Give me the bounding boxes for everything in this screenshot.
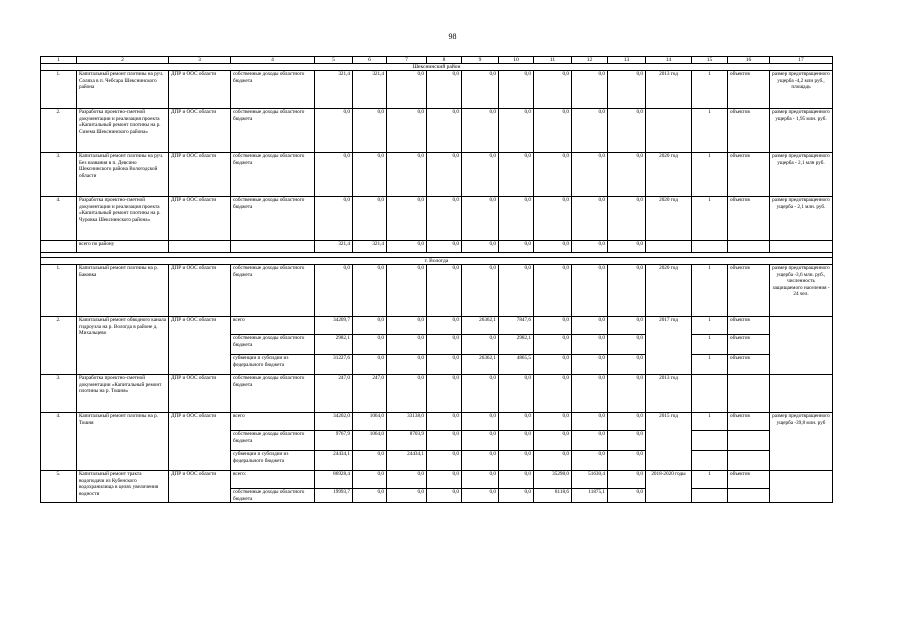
table-row	[41, 71, 833, 109]
table-cell: собственные доходы областного бюджета	[231, 197, 315, 241]
table-cell: 0,0	[499, 265, 534, 317]
table-cell: объектов	[728, 197, 770, 241]
table-cell: 0,0	[427, 355, 462, 375]
table-cell: 0,0	[608, 265, 646, 317]
column-number: 7	[387, 57, 427, 64]
table-cell: 2013 год	[646, 71, 692, 109]
table-cell: 0,0	[387, 197, 427, 241]
table-cell: 0,0	[499, 71, 534, 109]
table-cell: Разработка проектно-сметной документации и реализация проекта «Капитальный ремонт плотины на р. Сизема Шекснинского района»	[77, 109, 169, 153]
table-cell: 1064,0	[353, 431, 387, 451]
table-cell: 1	[692, 413, 728, 431]
table-cell: 0,0	[353, 471, 387, 489]
table-cell: 26362,1	[462, 355, 499, 375]
table-cell: объектов	[728, 355, 770, 375]
table-cell: 8118,6	[534, 489, 572, 503]
program-table	[40, 56, 833, 503]
table-cell	[646, 109, 692, 153]
table-cell: 0,0	[534, 71, 572, 109]
table-cell: 0,0	[608, 109, 646, 153]
table-cell: 0,0	[534, 241, 572, 253]
table-cell: 0,0	[427, 265, 462, 317]
table-cell: 1	[692, 109, 728, 153]
table-cell: 7847,6	[499, 317, 534, 335]
table-cell: 0,0	[534, 413, 572, 431]
table-cell: объектов	[728, 413, 770, 431]
table-cell: 1064,0	[353, 413, 387, 431]
table-cell: 0,0	[499, 451, 534, 471]
table-cell: Разработка проектно-сметной документации «Капитальный ремонт плотины на р. Тошня»	[77, 375, 169, 413]
table-cell: 0,0	[427, 317, 462, 335]
table-cell: 0,0	[427, 413, 462, 431]
section-title: Шекснинский район	[41, 64, 833, 71]
table-cell: 0,0	[462, 431, 499, 451]
table-cell: собственные доходы областного бюджета	[231, 489, 315, 503]
table-cell: 2015 год	[646, 413, 692, 471]
table-cell: 0,0	[608, 451, 646, 471]
table-cell: 26362,1	[462, 317, 499, 335]
table-cell: 0,0	[608, 153, 646, 197]
table-cell: размер предотвращенного ущерба -39,8 млн. руб	[770, 413, 833, 471]
table-row	[41, 413, 833, 431]
table-cell: 0,0	[499, 471, 534, 489]
column-number: 1	[41, 57, 77, 64]
table-cell: 3.	[41, 375, 77, 413]
column-number: 16	[728, 57, 770, 64]
table-cell: 0,0	[608, 375, 646, 413]
table-row	[41, 197, 833, 241]
table-cell: 86928,4	[315, 471, 353, 489]
table-cell: 0,0	[427, 451, 462, 471]
table-cell: 0,0	[572, 413, 608, 431]
table-cell: 0,0	[462, 489, 499, 503]
table-cell: 0,0	[353, 335, 387, 355]
table-cell: 1	[692, 71, 728, 109]
column-number: 3	[169, 57, 231, 64]
table-cell	[231, 241, 315, 253]
table-cell: 8703,9	[387, 431, 427, 451]
table-cell: 2020 год	[646, 153, 692, 197]
table-cell: 1	[692, 317, 728, 335]
table-cell: объектов	[728, 335, 770, 355]
table-cell: 0,0	[608, 241, 646, 253]
column-number: 9	[462, 57, 499, 64]
table-cell: 2018-2020 годы	[646, 471, 692, 503]
table-cell: собственные доходы областного бюджета	[231, 109, 315, 153]
table-cell: Капитальный ремонт плотины на руч. Без названия в п. Девсино Шекснинского района Вологодской области	[77, 153, 169, 197]
table-cell: 0,0	[353, 153, 387, 197]
table-cell: 0,0	[534, 335, 572, 355]
table-cell: 0,0	[608, 317, 646, 335]
table-cell: Капитальный ремонт тракта водоподачи из Кубенского водохранилища в целях увеличения водности	[77, 471, 169, 503]
table-row	[41, 471, 833, 489]
table-cell: 0,0	[353, 451, 387, 471]
table-cell: 0,0	[572, 317, 608, 335]
table-cell: объектов	[728, 471, 770, 489]
table-row	[41, 153, 833, 197]
table-cell: 19993,7	[315, 489, 353, 503]
table-cell: 0,0	[534, 355, 572, 375]
table-cell: 321,4	[315, 71, 353, 109]
table-cell: 0,0	[353, 197, 387, 241]
column-number: 12	[572, 57, 608, 64]
table-cell: собственные доходы областного бюджета	[231, 431, 315, 451]
table-cell: 0,0	[534, 317, 572, 335]
table-cell: размер предотвращенного ущерба -4,2 млн руб., площадь	[770, 71, 833, 109]
section-title: г. Вологда	[41, 258, 833, 265]
table-cell: 0,0	[608, 71, 646, 109]
column-number: 2	[77, 57, 169, 64]
table-cell: 0,0	[572, 375, 608, 413]
table-cell: 1	[692, 335, 728, 355]
table-cell: 1	[692, 153, 728, 197]
table-cell	[770, 471, 833, 503]
table-cell: 0,0	[462, 375, 499, 413]
table-cell: размер предотвращенного ущерба - 2,1 млн. руб.	[770, 197, 833, 241]
table-cell: 0,0	[499, 153, 534, 197]
table-cell: 24434,1	[315, 451, 353, 471]
table-row	[41, 375, 833, 413]
table-cell: 2013 год	[646, 375, 692, 413]
table-cell: 0,0	[462, 109, 499, 153]
table-cell: 33138,0	[387, 413, 427, 431]
table-cell: 0,0	[353, 265, 387, 317]
table-cell: 4.	[41, 413, 77, 471]
column-number: 8	[427, 57, 462, 64]
table-cell: ДПР и ООС области	[169, 265, 231, 317]
table-cell: 0,0	[534, 375, 572, 413]
table-cell: 24434,1	[387, 451, 427, 471]
table-cell: 0,0	[572, 71, 608, 109]
table-cell: 0,0	[315, 265, 353, 317]
table-cell: 0,0	[499, 109, 534, 153]
table-cell: 9767,9	[315, 431, 353, 451]
table-cell	[692, 431, 728, 451]
table-cell: ДПР и ООС области	[169, 109, 231, 153]
table-cell: 0,0	[608, 489, 646, 503]
table-cell: 2982,1	[315, 335, 353, 355]
table-cell: 0,0	[534, 109, 572, 153]
table-cell: 4.	[41, 197, 77, 241]
table-cell	[692, 489, 728, 503]
table-cell: ДПР и ООС области	[169, 71, 231, 109]
table-cell: собственные доходы областного бюджета	[231, 71, 315, 109]
table-cell: всего:	[231, 471, 315, 489]
table-cell: объектов	[728, 71, 770, 109]
table-cell: 0,0	[427, 471, 462, 489]
table-cell: 0,0	[608, 431, 646, 451]
table-cell: 0,0	[387, 489, 427, 503]
table-cell: 0,0	[572, 451, 608, 471]
column-number: 15	[692, 57, 728, 64]
table-cell: ДПР и ООС области	[169, 197, 231, 241]
table-cell: 0,0	[387, 109, 427, 153]
column-number: 14	[646, 57, 692, 64]
table-cell: размер предотвращенного ущерба - 1,95 млн. руб.	[770, 109, 833, 153]
table-cell: 0,0	[462, 197, 499, 241]
table-cell: 0,0	[387, 317, 427, 335]
table-cell: 321,4	[353, 241, 387, 253]
table-cell: 0,0	[387, 241, 427, 253]
table-cell: ДПР и ООС области	[169, 471, 231, 503]
table-cell: 0,0	[499, 489, 534, 503]
table-cell: ДПР и ООС области	[169, 317, 231, 375]
table-cell	[728, 431, 770, 451]
table-cell: 0,0	[353, 355, 387, 375]
table-cell: 4865,5	[499, 355, 534, 375]
table-cell: 0,0	[608, 335, 646, 355]
table-cell: ДПР и ООС области	[169, 413, 231, 471]
table-cell: объектов	[728, 265, 770, 317]
table-cell: 0,0	[427, 197, 462, 241]
table-cell	[728, 241, 770, 253]
table-cell: 0,0	[572, 431, 608, 451]
table-cell: размер предотвращенного ущерба -3,6 млн. руб., численность защищаемого населения - 24 чел.	[770, 265, 833, 317]
table-cell: 0,0	[534, 431, 572, 451]
table-cell: 1.	[41, 265, 77, 317]
table-cell: 0,0	[462, 241, 499, 253]
table-cell	[728, 451, 770, 471]
table-cell: 1	[692, 265, 728, 317]
table-cell	[770, 317, 833, 375]
table-cell: 51630,4	[572, 471, 608, 489]
table-cell: 0,0	[387, 71, 427, 109]
table-cell: объектов	[728, 317, 770, 335]
table-cell: 0,0	[462, 471, 499, 489]
table-cell: 1	[692, 197, 728, 241]
table-cell: 0,0	[462, 153, 499, 197]
table-cell: 0,0	[608, 413, 646, 431]
column-number: 5	[315, 57, 353, 64]
table-cell: объектов	[728, 109, 770, 153]
table-cell: 0,0	[387, 355, 427, 375]
table-cell: Разработка проектно-сметной документации и реализация проекта «Капитальный ремонт плотины на р. Чуровка Шекснинского района»	[77, 197, 169, 241]
table-cell: 0,0	[462, 71, 499, 109]
table-cell	[692, 241, 728, 253]
table-cell: 0,0	[499, 197, 534, 241]
table-cell: 35298,0	[534, 471, 572, 489]
table-row	[41, 109, 833, 153]
table-cell: 1	[692, 355, 728, 375]
table-cell: 0,0	[427, 431, 462, 451]
table-cell: 34202,0	[315, 413, 353, 431]
table-cell: 0,0	[534, 197, 572, 241]
section-row	[41, 64, 833, 71]
table-cell: 247,0	[315, 375, 353, 413]
table-cell: 31227,6	[315, 355, 353, 375]
table-cell: субвенции и субсидии из федерального бюджета	[231, 451, 315, 471]
table-cell: 0,0	[387, 265, 427, 317]
table-cell: 2020 год	[646, 265, 692, 317]
column-number: 11	[534, 57, 572, 64]
table-cell: 0,0	[534, 451, 572, 471]
table-cell	[692, 375, 728, 413]
table-cell: объектов	[728, 153, 770, 197]
table-cell: размер предотвращенного ущерба - 2,1 млн руб.	[770, 153, 833, 197]
table-cell: 0,0	[499, 431, 534, 451]
column-number: 17	[770, 57, 833, 64]
table-cell: 0,0	[572, 241, 608, 253]
table-cell: 321,4	[353, 71, 387, 109]
table-cell: 0,0	[462, 335, 499, 355]
table-cell	[728, 489, 770, 503]
table-cell	[169, 241, 231, 253]
header-row	[41, 57, 833, 64]
column-number: 6	[353, 57, 387, 64]
table-cell	[770, 375, 833, 413]
table-cell: собственные доходы областного бюджета	[231, 153, 315, 197]
table-cell: ДПР и ООС области	[169, 153, 231, 197]
table-cell: 0,0	[315, 109, 353, 153]
section-row	[41, 258, 833, 265]
table-row	[41, 265, 833, 317]
page-number: 98	[448, 32, 457, 41]
table-cell: 1	[692, 471, 728, 489]
table-cell: субвенции и субсидии из федерального бюджета	[231, 355, 315, 375]
table-cell: Капитальный ремонт плотины на р. Баковка	[77, 265, 169, 317]
table-cell: 0,0	[534, 265, 572, 317]
table-cell	[770, 241, 833, 253]
table-cell: 0,0	[608, 471, 646, 489]
table-cell: 2.	[41, 317, 77, 375]
table-cell: 11875,1	[572, 489, 608, 503]
table-cell: 34209,7	[315, 317, 353, 335]
table-cell: 0,0	[387, 153, 427, 197]
table-cell: 0,0	[427, 375, 462, 413]
table-cell: 0,0	[427, 335, 462, 355]
table-cell: 0,0	[572, 153, 608, 197]
table-cell: 0,0	[427, 489, 462, 503]
table-cell: 0,0	[572, 197, 608, 241]
table-cell: собственные доходы областного бюджета	[231, 335, 315, 355]
table-cell: 0,0	[427, 109, 462, 153]
table-cell: 0,0	[387, 335, 427, 355]
table-cell: 2017 год	[646, 317, 692, 375]
table-cell	[646, 241, 692, 253]
table-cell: всего по району	[77, 241, 169, 253]
table-cell: 0,0	[534, 153, 572, 197]
table-cell: 0,0	[387, 471, 427, 489]
table-cell: 0,0	[499, 241, 534, 253]
table-cell: 0,0	[315, 197, 353, 241]
table-cell: 0,0	[315, 153, 353, 197]
table-cell: собственные доходы областного бюджета	[231, 265, 315, 317]
table-cell: 0,0	[572, 355, 608, 375]
table-cell: 0,0	[427, 71, 462, 109]
table-row	[41, 317, 833, 335]
table-cell: ДПР и ООС области	[169, 375, 231, 413]
table-cell: 3.	[41, 153, 77, 197]
table-cell	[692, 451, 728, 471]
table-cell	[728, 375, 770, 413]
table-cell: 2982,1	[499, 335, 534, 355]
table-cell: 0,0	[608, 197, 646, 241]
column-number: 10	[499, 57, 534, 64]
table-cell: 247,0	[353, 375, 387, 413]
table-cell: 5.	[41, 471, 77, 503]
column-number: 4	[231, 57, 315, 64]
table-cell: 0,0	[608, 355, 646, 375]
table-cell: Капитальный ремонт плотины на руч. Соляха в п. Чебсара Шекснинского района	[77, 71, 169, 109]
table-cell: Капитальный ремонт плотины на р. Тошня	[77, 413, 169, 471]
table-cell: 0,0	[499, 375, 534, 413]
table-cell: 0,0	[462, 451, 499, 471]
table-cell: 0,0	[462, 413, 499, 431]
table-cell: 0,0	[387, 375, 427, 413]
table-cell: 0,0	[427, 153, 462, 197]
total-row	[41, 241, 833, 253]
table-cell: 321,4	[315, 241, 353, 253]
table-cell: всего	[231, 413, 315, 431]
table-cell: 2.	[41, 109, 77, 153]
table-cell: 0,0	[462, 265, 499, 317]
table-cell: 0,0	[572, 335, 608, 355]
table-cell: 0,0	[427, 241, 462, 253]
table-cell: 0,0	[572, 109, 608, 153]
table-cell: 0,0	[353, 489, 387, 503]
table-cell: 2020 год	[646, 197, 692, 241]
table-cell: всего	[231, 317, 315, 335]
table-cell: 0,0	[572, 265, 608, 317]
column-number: 13	[608, 57, 646, 64]
table-cell: 0,0	[353, 109, 387, 153]
table-cell: собственные доходы областного бюджета	[231, 375, 315, 413]
table-cell	[41, 241, 77, 253]
table-cell: Капитальный ремонт обводного канала гидроузла на р. Вологда в районе д. Михальцево	[77, 317, 169, 375]
table-cell: 1.	[41, 71, 77, 109]
table-cell: 0,0	[499, 413, 534, 431]
table-cell: 0,0	[353, 317, 387, 335]
